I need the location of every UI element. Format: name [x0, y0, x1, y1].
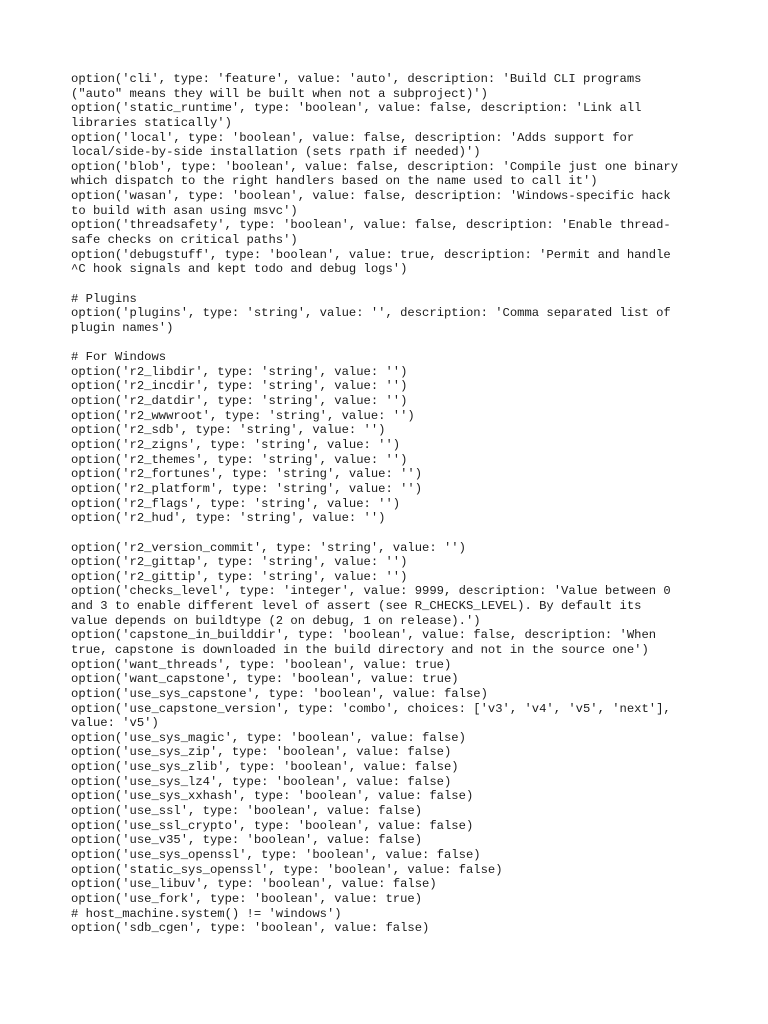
code-line: value: 'v5'): [71, 716, 159, 731]
code-line: value depends on buildtype (2 on debug, 1 on release).'): [71, 613, 481, 628]
code-line: option('use_sys_openssl', type: 'boolean', value: false): [71, 847, 481, 862]
code-line: option('use_sys_xxhash', type: 'boolean', value: false): [71, 789, 474, 804]
code-line: option('use_sys_zip', type: 'boolean', value: false): [71, 745, 452, 760]
blank-line: [71, 336, 711, 351]
code-line: option('r2_fortunes', type: 'string', value: ''): [71, 467, 423, 482]
code-line: local/side-by-side installation (sets rpath if needed)'): [71, 145, 481, 160]
code-line: option('r2_libdir', type: 'string', value: ''): [71, 364, 408, 379]
code-line: libraries statically'): [71, 115, 232, 130]
code-line: option('r2_hud', type: 'string', value: ''): [71, 511, 386, 526]
code-line: true, capstone is downloaded in the build directory and not in the source one'): [71, 642, 649, 657]
code-line: option('r2_gittip', type: 'string', value: ''): [71, 569, 408, 584]
code-line: plugin names'): [71, 320, 174, 335]
code-line: option('r2_incdir', type: 'string', value: ''): [71, 379, 408, 394]
code-line: option('static_sys_openssl', type: 'boolean', value: false): [71, 862, 503, 877]
code-line: which dispatch to the right handlers based on the name used to call it'): [71, 174, 598, 189]
code-line: option('use_ssl_crypto', type: 'boolean', value: false): [71, 818, 474, 833]
code-line: option('use_ssl', type: 'boolean', value: false): [71, 804, 423, 819]
code-line: option('blob', type: 'boolean', value: false, description: 'Compile just one binary: [71, 159, 679, 174]
code-line: option('cli', type: 'feature', value: 'auto', description: 'Build CLI programs: [71, 72, 642, 86]
code-line: ^C hook signals and kept todo and debug logs'): [71, 262, 408, 277]
code-line: option('use_sys_magic', type: 'boolean', value: false): [71, 730, 466, 745]
code-line: option('debugstuff', type: 'boolean', value: true, description: 'Permit and handle: [71, 247, 671, 262]
code-line: option('threadsafety', type: 'boolean', value: false, description: 'Enable thread-: [71, 218, 671, 233]
code-line: option('r2_sdb', type: 'string', value: ''): [71, 423, 386, 438]
code-line: option('r2_zigns', type: 'string', value: ''): [71, 438, 401, 453]
code-line: option('use_sys_lz4', type: 'boolean', value: false): [71, 774, 452, 789]
code-line: option('r2_platform', type: 'string', value: ''): [71, 481, 423, 496]
code-line: option('use_capstone_version', type: 'combo', choices: ['v3', 'v4', 'v5', 'next'],: [71, 701, 671, 716]
code-line: option('r2_flags', type: 'string', value: ''): [71, 496, 401, 511]
code-line: option('local', type: 'boolean', value: false, description: 'Adds support for: [71, 130, 635, 145]
code-line: option('r2_wwwroot', type: 'string', value: ''): [71, 408, 415, 423]
code-line: option('plugins', type: 'string', value: '', description: 'Comma separated list of: [71, 306, 671, 321]
code-line: to build with asan using msvc'): [71, 203, 298, 218]
code-line: option('r2_datdir', type: 'string', value: ''): [71, 394, 408, 409]
comment-line: # host_machine.system() != 'windows'): [71, 906, 342, 921]
code-line: option('use_sys_capstone', type: 'boolean', value: false): [71, 686, 488, 701]
code-line: option('sdb_cgen', type: 'boolean', value: false): [71, 921, 430, 936]
document-page: [71, 72, 711, 936]
code-line: option('use_fork', type: 'boolean', value: true): [71, 891, 423, 906]
code-line: and 3 to enable different level of assert (see R_CHECKS_LEVEL). By default its: [71, 599, 642, 614]
code-line: option('static_runtime', type: 'boolean', value: false, description: 'Link all: [71, 101, 642, 116]
code-line: ("auto" means they will be built when not a subproject)'): [71, 86, 488, 101]
code-line: option('r2_gittap', type: 'string', value: ''): [71, 555, 408, 570]
code-line: option('use_sys_zlib', type: 'boolean', value: false): [71, 760, 459, 775]
code-line: option('wasan', type: 'boolean', value: false, description: 'Windows-specific hack: [71, 189, 671, 204]
blank-line: [71, 526, 711, 541]
code-line: option('want_capstone', type: 'boolean', value: true): [71, 672, 459, 687]
code-line: safe checks on critical paths'): [71, 233, 298, 248]
code-line: option('use_libuv', type: 'boolean', value: false): [71, 877, 437, 892]
code-line: option('use_v35', type: 'boolean', value: false): [71, 833, 423, 848]
comment-line: # Plugins: [71, 291, 137, 306]
code-line: option('checks_level', type: 'integer', value: 9999, description: 'Value between 0: [71, 584, 671, 599]
code-line: option('capstone_in_builddir', type: 'boolean', value: false, description: 'When: [71, 628, 657, 643]
code-line: option('want_threads', type: 'boolean', value: true): [71, 657, 452, 672]
comment-line: # For Windows: [71, 350, 167, 365]
code-line: option('r2_themes', type: 'string', value: ''): [71, 452, 408, 467]
code-line: option('r2_version_commit', type: 'string', value: ''): [71, 540, 466, 555]
blank-line: [71, 277, 711, 292]
